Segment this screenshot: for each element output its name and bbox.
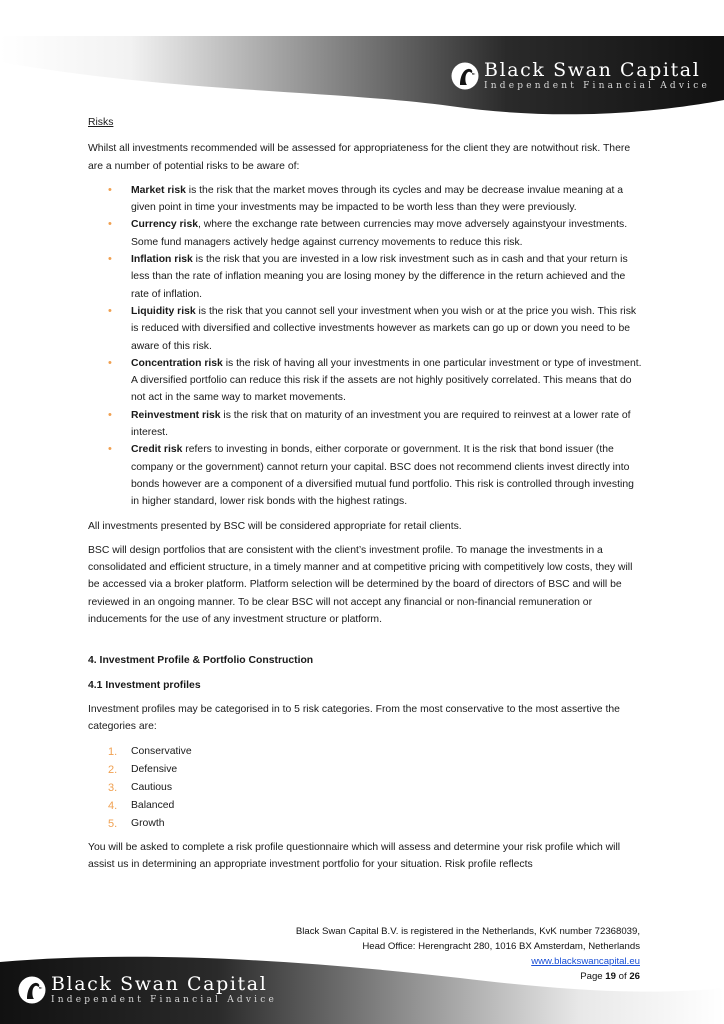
- category-number: 4.: [108, 800, 118, 813]
- page-number: Page 19 of 26: [580, 971, 640, 982]
- risks-title: Risks: [88, 117, 114, 128]
- brand-name: Black Swan Capital: [51, 973, 268, 995]
- risk-item-liquidity: [88, 303, 644, 355]
- risk-item-reinvestment: [88, 407, 644, 442]
- website-link[interactable]: www.blackswancapital.eu: [531, 956, 640, 967]
- risk-text: , where the exchange rate between currencies may move adversely againstyour investments. Some fund managers actively hedge against currency movements to reduce this risk.: [131, 219, 628, 248]
- risk-term: Concentration risk: [131, 357, 223, 369]
- bullet-icon: •: [108, 183, 112, 196]
- risk-category-list: [88, 743, 644, 834]
- risk-term: Currency risk: [131, 219, 198, 231]
- risk-item-currency: [88, 216, 644, 251]
- bullet-icon: •: [108, 443, 112, 456]
- bullet-icon: •: [108, 253, 112, 266]
- category-item: [88, 743, 644, 761]
- risk-item-credit: [88, 441, 644, 510]
- category-item: [88, 761, 644, 779]
- category-label: Conservative: [131, 745, 192, 757]
- risk-list: [88, 182, 644, 511]
- retail-statement: All investments presented by BSC will be considered appropriate for retail clients.: [88, 520, 462, 532]
- category-label: Cautious: [131, 781, 173, 793]
- category-label: Balanced: [131, 800, 175, 812]
- registration-line: Black Swan Capital B.V. is registered in the Netherlands, KvK number 72368039,: [295, 926, 640, 937]
- risk-term: Liquidity risk: [131, 305, 196, 317]
- risk-text: is the risk that you cannot sell your investment when you wish or at the price you wish. This risk is reduced with diversified and collective investments however as markets can go up or down you need to be aware of this risk.: [131, 305, 637, 352]
- category-number: 2.: [108, 763, 118, 776]
- risk-text: is the risk that on maturity of an investment you are required to reinvest at a lower rate of interest.: [131, 409, 631, 439]
- footer-logo: [18, 974, 277, 1006]
- category-number: 3.: [108, 781, 118, 794]
- brand-name: Black Swan Capital: [484, 59, 701, 81]
- category-item: [88, 797, 644, 815]
- risk-item-concentration: [88, 355, 644, 407]
- category-number: 1.: [108, 745, 118, 758]
- header-logo: [451, 60, 710, 92]
- bullet-icon: •: [108, 356, 112, 369]
- risk-text: refers to investing in bonds, either corporate or government. It is the risk that bond issuer (the company or the government) cannot return your capital. BSC does not recommend clients invest directly into bonds however are a component of a diversified mutual fund portfolio. This risk is controlled through investing in higher standard, lower risk bonds with the highest ratings.: [131, 444, 634, 508]
- risk-term: Inflation risk: [131, 254, 193, 266]
- bullet-icon: •: [108, 304, 112, 317]
- head-office-line: Head Office: Herengracht 280, 1016 BX Amsterdam, Netherlands: [362, 941, 640, 952]
- category-item: [88, 779, 644, 797]
- swan-icon: [451, 62, 479, 90]
- category-item: [88, 815, 644, 833]
- risks-intro: Whilst all investments recommended will be assessed for appropriateness for the client they are notwithout risk. There are a number of potential risks to be aware of:: [88, 143, 631, 172]
- document-body: [88, 114, 644, 880]
- swan-icon: [18, 976, 46, 1004]
- risk-term: Market risk: [131, 184, 186, 196]
- section-heading: 4. Investment Profile & Portfolio Construction: [88, 655, 314, 667]
- profiles-intro: Investment profiles may be categorised in to 5 risk categories. From the most conservative to the most assertive the categories are:: [88, 703, 620, 733]
- risk-term: Credit risk: [131, 444, 183, 456]
- risk-item-market: [88, 182, 644, 217]
- portfolio-design-paragraph: BSC will design portfolios that are consistent with the client’s investment profile. To manage the investments in a consolidated and efficient structure, in a timely manner and at competitive pricing with competitively low costs, they will be accessed via a broker platform. Platform selection will be determined by the board of directors of BSC and will be reviewed in an ongoing manner. To be clear BSC will not accept any financial or non-financial remuneration or inducements for the use of any investment structure or platform.: [88, 544, 633, 626]
- brand-tagline: Independent Financial Advice: [51, 995, 277, 1005]
- bullet-icon: •: [108, 408, 112, 421]
- bullet-icon: •: [108, 218, 112, 231]
- risk-text: is the risk that you are invested in a low risk investment such as in cash and that your return is less than the rate of inflation meaning you are losing money by the difference in the return achieved and the rate of inflation.: [131, 254, 628, 300]
- risk-text: is the risk that the market moves through its cycles and may be decrease invalue meaning at a given point in time your investments may be impacted to be worth less than they were previously.: [131, 184, 624, 214]
- category-label: Defensive: [131, 763, 178, 775]
- risk-term: Reinvestment risk: [131, 409, 221, 421]
- risk-item-inflation: [88, 251, 644, 303]
- risk-text: is the risk of having all your investments in one particular investment or type of investment. A diversified portfolio can reduce this risk if the assets are not highly positively correlated. This means that do not act in the same way to market movements.: [131, 357, 642, 404]
- brand-tagline: Independent Financial Advice: [484, 81, 710, 91]
- subsection-heading: 4.1 Investment profiles: [88, 679, 201, 691]
- questionnaire-paragraph: You will be asked to complete a risk profile questionnaire which will assess and determine your risk profile which will assist us in determining an appropriate investment portfolio for your situation. Risk profile reflects: [88, 841, 621, 870]
- category-label: Growth: [131, 818, 165, 830]
- category-number: 5.: [108, 818, 118, 831]
